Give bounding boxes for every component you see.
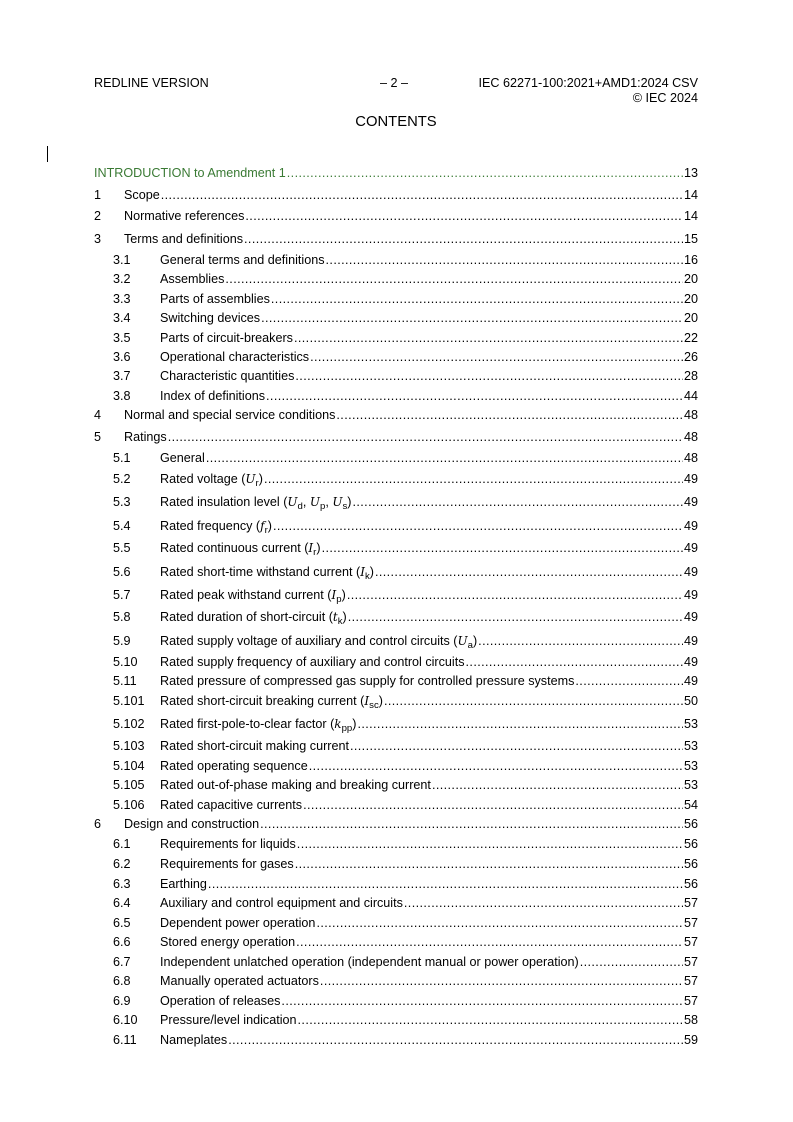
toc-entry-title-text: Parts of assemblies — [160, 291, 270, 306]
dot-leader — [326, 253, 683, 268]
toc-entry-title-tail: ) — [472, 633, 478, 648]
toc-entry-title-text: Parts of circuit-breakers — [160, 330, 293, 345]
symbol-variable: I — [364, 694, 370, 708]
toc-entry-page[interactable]: 49 — [683, 495, 698, 509]
toc-entry[interactable] — [94, 694, 698, 709]
dot-leader — [336, 408, 683, 423]
toc-entry-title-tail: ) — [352, 716, 357, 731]
toc-entry[interactable] — [94, 717, 698, 732]
page-header — [94, 76, 698, 110]
toc-entry-title-tail: ) — [341, 587, 346, 602]
document-id — [479, 76, 699, 105]
toc-entry-number: 5.104 — [113, 758, 145, 773]
toc-entry-page[interactable]: 53 — [683, 758, 698, 773]
toc-entry-number: 6.6 — [113, 935, 131, 949]
toc-entry-title-text: Rated short-circuit breaking current ( — [160, 694, 365, 708]
toc-entry[interactable] — [94, 311, 698, 326]
toc-entry[interactable] — [94, 877, 698, 892]
toc-entry-title-text: Characteristic quantities — [160, 369, 295, 383]
toc-entry[interactable] — [94, 209, 698, 224]
symbol-subscript: r — [255, 477, 259, 489]
toc-entry-number: 5.102 — [113, 716, 145, 731]
toc-entry-page[interactable]: 53 — [683, 716, 698, 731]
toc-entry-number: 5.9 — [113, 633, 131, 648]
toc-entry[interactable] — [94, 634, 698, 649]
toc-entry[interactable] — [94, 610, 698, 625]
toc-entry-title-text: Operational characteristics — [160, 349, 310, 364]
dot-leader — [298, 1013, 683, 1028]
toc-entry-page[interactable]: 49 — [683, 633, 698, 648]
symbol-variable: t — [332, 610, 338, 624]
toc-entry-title-text: Rated duration of short-circuit ( — [160, 610, 333, 624]
page-number: – 2 – — [380, 76, 409, 90]
toc-entry-page[interactable]: 49 — [683, 587, 698, 602]
symbol-subscript: k — [337, 616, 343, 627]
standard-reference: IEC 62271-100:2021+AMD1:2024 CSV — [478, 76, 698, 90]
toc-entry[interactable] — [94, 188, 698, 203]
toc-entry-page[interactable]: 22 — [683, 330, 698, 345]
toc-entry-title-text: Rated voltage ( — [160, 471, 246, 486]
toc-entry-title-text: Ratings — [124, 429, 167, 444]
toc-entry-title-text: General — [160, 451, 205, 465]
toc-entry-number: 5.106 — [113, 797, 145, 812]
toc-entry-page[interactable]: 49 — [683, 541, 698, 555]
toc-entry-title-text: Normative references — [124, 209, 245, 223]
toc-entry-title[interactable]: Rated insulation level ($U_d$, $U_p$, $U_s$) — [160, 495, 352, 512]
toc-entry-title-tail: ) — [267, 518, 272, 533]
toc-entry-number: 5.2 — [113, 471, 131, 486]
dot-leader — [320, 974, 683, 989]
toc-entry-title[interactable] — [160, 837, 296, 852]
toc-entry[interactable] — [94, 369, 698, 384]
toc-entry-title[interactable] — [160, 350, 309, 365]
dot-leader — [294, 331, 683, 346]
symbol-variable: I — [360, 564, 365, 579]
toc-entry-number: 5.105 — [113, 778, 145, 792]
toc-entry-title-text: Rated capacitive currents — [160, 797, 303, 812]
toc-entry-title-tail: ) — [258, 471, 263, 486]
toc-entry-number: 5.10 — [113, 654, 138, 669]
toc-entry-number: 5.1 — [113, 451, 131, 465]
dot-leader — [575, 674, 683, 689]
toc-entry-title-text: Nameplates — [160, 1032, 228, 1047]
dot-leader — [260, 817, 683, 832]
toc-entry-number: 6.7 — [113, 954, 131, 969]
toc-entry-number: 6.5 — [113, 915, 131, 930]
toc-entry[interactable] — [94, 1033, 698, 1048]
toc-entry-page[interactable]: 49 — [683, 471, 698, 486]
toc-entry-title-text: Earthing — [160, 876, 207, 891]
toc-entry[interactable] — [94, 472, 698, 487]
toc-entry-page[interactable]: 49 — [683, 610, 698, 624]
toc-entry-title[interactable] — [160, 877, 207, 892]
toc-entry-title[interactable] — [160, 451, 205, 466]
toc-entry-number: 5 — [94, 429, 102, 444]
toc-entry-title-text: Independent unlatched operation (independent manual or power operation) — [160, 954, 579, 969]
toc-entry-page[interactable]: 14 — [683, 187, 698, 202]
dot-leader — [287, 166, 683, 181]
toc-entry-title-text: Index of definitions — [160, 388, 266, 403]
toc-entry-page[interactable]: 48 — [683, 451, 698, 465]
toc-entry[interactable] — [94, 565, 698, 580]
toc-entry-title[interactable] — [160, 272, 224, 287]
toc-entry-title-text: Terms and definitions — [124, 231, 244, 246]
toc-entry-title-text: Rated pressure of compressed gas supply for controlled pressure systems — [160, 674, 575, 688]
dot-leader — [296, 935, 683, 950]
toc-entry-title[interactable] — [124, 188, 160, 203]
toc-entry-page[interactable]: 58 — [683, 1013, 698, 1027]
toc-entry-number: 6.9 — [113, 993, 131, 1008]
toc-entry-title-text: Pressure/level indication — [160, 1013, 297, 1027]
toc-entry[interactable] — [94, 1013, 698, 1028]
revision-change-bar — [47, 146, 48, 162]
toc-entry-page[interactable]: 57 — [683, 974, 698, 988]
toc-entry-number: 5.103 — [113, 739, 145, 753]
dot-leader — [357, 717, 683, 732]
toc-entry-title-text: Rated out-of-phase making and breaking current — [160, 778, 431, 792]
toc-entry-title-text: Scope — [124, 187, 160, 202]
toc-entry-title[interactable] — [160, 634, 477, 649]
toc-entry-page[interactable]: 57 — [683, 935, 698, 949]
toc-entry[interactable] — [94, 350, 698, 365]
toc-entry-title[interactable] — [160, 519, 272, 534]
toc-entry-page[interactable]: 50 — [683, 694, 698, 708]
toc-entry-title[interactable] — [94, 166, 286, 181]
toc-entry[interactable] — [94, 837, 698, 852]
toc-entry-title-text: Rated peak withstand current ( — [160, 587, 332, 602]
toc-entry-title[interactable] — [160, 778, 431, 793]
toc-entry-title[interactable] — [160, 896, 403, 911]
toc-entry-number: 6.10 — [113, 1013, 138, 1027]
dot-leader — [309, 759, 683, 774]
toc-entry-title-text: Rated frequency ( — [160, 518, 261, 533]
toc-entry[interactable] — [94, 674, 698, 689]
toc-entry-title[interactable] — [124, 232, 243, 247]
toc-entry-title[interactable] — [124, 209, 244, 224]
toc-entry-number: 5.4 — [113, 518, 131, 533]
toc-entry-page[interactable]: 28 — [683, 369, 698, 383]
toc-entry-page[interactable]: 49 — [683, 654, 698, 669]
toc-entry-number: 5.101 — [113, 694, 145, 708]
toc-entry-page[interactable]: 56 — [683, 876, 698, 891]
symbol-variable: U — [287, 495, 298, 509]
toc-entry-title[interactable] — [160, 1033, 227, 1048]
dot-leader — [281, 994, 683, 1009]
toc-entry[interactable] — [94, 935, 698, 950]
symbol-variable: f — [260, 518, 265, 533]
toc-entry-page[interactable]: 15 — [683, 231, 698, 246]
toc-entry-number: 6.11 — [113, 1032, 137, 1047]
dot-leader — [432, 778, 683, 793]
toc-entry-title-tail: ) — [342, 610, 347, 624]
dot-leader — [352, 495, 683, 510]
dot-leader — [322, 541, 683, 556]
dot-leader — [273, 519, 683, 534]
toc-entry[interactable] — [94, 778, 698, 793]
toc-entry-page[interactable]: 44 — [683, 388, 698, 403]
symbol-variable: k — [334, 716, 342, 731]
toc-entry-title[interactable] — [124, 408, 335, 423]
toc-entry-title-text: Requirements for liquids — [160, 837, 296, 851]
toc-entry-page[interactable]: 14 — [683, 209, 698, 223]
dot-leader — [297, 837, 683, 852]
toc-entry-title[interactable] — [160, 974, 319, 989]
dot-leader — [375, 565, 683, 580]
dot-leader — [271, 292, 683, 307]
toc-entry[interactable] — [94, 253, 698, 268]
toc-entry-title-text: Design and construction — [124, 817, 260, 831]
toc-entry-page[interactable]: 56 — [683, 837, 698, 851]
dot-leader — [310, 350, 683, 365]
toc-entry-number: 6.2 — [113, 857, 131, 871]
toc-entry-title-tail: ) — [316, 541, 321, 555]
toc-entry-title-text: Rated supply voltage of auxiliary and control circuits ( — [160, 633, 458, 648]
toc-entry-title[interactable] — [124, 430, 167, 445]
toc-entry-number: 3.3 — [113, 291, 131, 306]
toc-entry-number: 3.1 — [113, 252, 131, 267]
toc-entry-page[interactable]: 13 — [683, 165, 698, 180]
document-version-label: REDLINE VERSION — [94, 76, 209, 90]
toc-entry-title[interactable] — [160, 472, 263, 487]
toc-entry-title[interactable] — [160, 955, 579, 970]
toc-entry[interactable] — [94, 759, 698, 774]
toc-entry-number: 5.11 — [113, 674, 137, 688]
toc-entry-title-text: Rated supply frequency of auxiliary and control circuits — [160, 654, 465, 669]
toc-entry-page[interactable]: 57 — [683, 993, 698, 1008]
toc-entry-title-text: INTRODUCTION to Amendment 1 — [94, 165, 286, 180]
toc-entry[interactable] — [94, 519, 698, 534]
toc-entry-page[interactable]: 20 — [683, 272, 698, 286]
dot-leader — [266, 389, 683, 404]
toc-entry-title[interactable] — [160, 916, 315, 931]
toc-entry[interactable] — [94, 272, 698, 287]
toc-entry-title-text: Rated first-pole-to-clear factor ( — [160, 716, 335, 731]
dot-leader — [347, 588, 683, 603]
toc-entry-number: 6.4 — [113, 896, 131, 910]
dot-leader — [225, 272, 683, 287]
toc-entry-title[interactable] — [160, 389, 265, 404]
symbol-variable: U — [309, 495, 321, 509]
dot-leader — [295, 369, 683, 384]
toc-entry-page[interactable]: 16 — [683, 252, 698, 267]
toc-entry[interactable] — [94, 541, 698, 556]
toc-entry-title[interactable] — [160, 674, 574, 689]
toc-entry-number: 6.1 — [113, 837, 131, 851]
toc-entry-page[interactable]: 48 — [683, 408, 698, 422]
toc-entry[interactable] — [94, 408, 698, 423]
toc-entry-number: 5.6 — [113, 564, 131, 579]
toc-entry[interactable] — [94, 588, 698, 603]
dot-leader — [161, 188, 683, 203]
symbol-variable: U — [457, 633, 468, 648]
dot-leader — [245, 209, 683, 224]
symbol-subscript: p — [336, 593, 342, 605]
dot-leader — [478, 634, 683, 649]
symbol-subscript: k — [364, 570, 370, 582]
toc-entry-title[interactable] — [160, 541, 321, 556]
toc-entry-page[interactable]: 59 — [683, 1032, 698, 1047]
toc-entry-page[interactable]: 56 — [683, 817, 698, 831]
toc-entry-title-text: Normal and special service conditions — [124, 408, 336, 422]
toc-entry-title[interactable] — [160, 292, 270, 307]
toc-entry-number: 4 — [94, 408, 102, 422]
dot-leader — [264, 472, 683, 487]
toc-entry-title[interactable] — [160, 857, 294, 872]
symbol-subscript: r — [264, 524, 268, 536]
toc-entry-number: 3.8 — [113, 388, 131, 403]
toc-entry-page[interactable]: 49 — [683, 674, 698, 688]
toc-entry-title-text: Auxiliary and control equipment and circuits — [160, 896, 403, 910]
toc-entry-title[interactable] — [124, 817, 259, 832]
toc-entry[interactable] — [94, 166, 698, 181]
toc-entry-title-tail: ) — [378, 694, 383, 708]
toc-entry-page[interactable]: 48 — [683, 429, 698, 444]
dot-leader — [404, 896, 683, 911]
dot-leader — [228, 1033, 683, 1048]
dot-leader — [168, 430, 683, 445]
toc-entry-page[interactable]: 49 — [683, 518, 698, 533]
toc-entry-title[interactable] — [160, 759, 308, 774]
toc-entry-title-text: Rated continuous current ( — [160, 541, 309, 555]
toc-entry-title[interactable] — [160, 655, 465, 670]
page-title: CONTENTS — [355, 114, 437, 130]
toc-entry[interactable] — [94, 451, 698, 466]
toc-entry-title[interactable] — [160, 610, 347, 625]
toc-entry-page[interactable]: 57 — [683, 954, 698, 969]
dot-leader — [384, 694, 683, 709]
toc-entry-title-tail: ) — [369, 564, 374, 579]
dot-leader — [244, 232, 683, 247]
toc-entry-number: 3 — [94, 231, 102, 246]
dot-leader — [580, 955, 683, 970]
toc-entry-number: 3.7 — [113, 369, 131, 383]
symbol-variable: U — [332, 495, 343, 509]
dot-leader — [261, 311, 683, 326]
toc-entry-title[interactable] — [160, 331, 293, 346]
toc-entry-title-text: Assemblies — [160, 272, 225, 286]
toc-entry-title[interactable] — [160, 1013, 297, 1028]
toc-entry-number: 5.8 — [113, 610, 131, 624]
dot-leader — [208, 877, 683, 892]
toc-entry[interactable] — [94, 430, 698, 445]
toc-entry-title[interactable] — [160, 694, 383, 709]
toc-entry-title[interactable] — [160, 565, 374, 580]
toc-entry-number: 5.5 — [113, 541, 131, 555]
toc-entry-title-text: Rated short-time withstand current ( — [160, 564, 361, 579]
toc-entry-number: 6.8 — [113, 974, 131, 988]
toc-entry-number: 5.3 — [113, 495, 131, 509]
toc-entry[interactable] — [94, 232, 698, 247]
toc-entry-number: 2 — [94, 209, 102, 223]
toc-entry[interactable] — [94, 994, 698, 1009]
symbol-variable: U — [245, 471, 256, 486]
toc-entry[interactable] — [94, 857, 698, 872]
symbol-variable: I — [308, 541, 314, 555]
dot-leader — [350, 739, 683, 754]
toc-entry-title-text: Rated insulation level ( — [160, 495, 288, 509]
toc-entry[interactable] — [94, 495, 698, 510]
toc-entry-number: 3.6 — [113, 349, 131, 364]
dot-leader — [303, 798, 683, 813]
toc-entry[interactable] — [94, 655, 698, 670]
symbol-subscript: d — [297, 501, 303, 512]
dot-leader — [466, 655, 683, 670]
toc-entry-number: 6.3 — [113, 876, 131, 891]
copyright-notice: © IEC 2024 — [632, 90, 698, 105]
toc-entry-title[interactable] — [160, 588, 346, 603]
toc-entry-number: 3.2 — [113, 272, 131, 286]
toc-entry-title-text: Manually operated actuators — [160, 974, 319, 988]
toc-entry-page[interactable]: 56 — [683, 857, 698, 871]
toc-entry-title-text: Stored energy operation — [160, 935, 296, 949]
toc-entry-page[interactable]: 20 — [683, 291, 698, 306]
toc-entry-title-text: Rated operating sequence — [160, 758, 308, 773]
toc-entry[interactable] — [94, 916, 698, 931]
dot-leader — [348, 610, 683, 625]
toc-entry-page[interactable]: 53 — [683, 778, 698, 792]
toc-entry-title-text: Switching devices — [160, 311, 261, 325]
toc-entry-title[interactable] — [160, 717, 356, 732]
symbol-subscript: s — [342, 501, 348, 512]
symbol-subscript: pp — [341, 722, 353, 734]
toc-entry-title-text: Dependent power operation — [160, 915, 316, 930]
toc-entry-title[interactable] — [160, 994, 280, 1009]
toc-entry[interactable] — [94, 955, 698, 970]
toc-entry-title-text: General terms and definitions — [160, 252, 325, 267]
symbol-subscript: a — [467, 639, 473, 651]
toc-entry-page[interactable]: 53 — [683, 739, 698, 753]
dot-leader — [295, 857, 683, 872]
toc-entry-title[interactable] — [160, 369, 294, 384]
toc-entry[interactable] — [94, 739, 698, 754]
toc-entry-page[interactable]: 54 — [683, 797, 698, 812]
dot-leader — [316, 916, 683, 931]
toc-entry-title-text: Operation of releases — [160, 993, 281, 1008]
toc-entry-page[interactable]: 26 — [683, 349, 698, 364]
toc-entry-page[interactable]: 57 — [683, 915, 698, 930]
toc-entry-number: 3.4 — [113, 311, 131, 325]
toc-entry-title-tail: ) — [347, 495, 352, 509]
toc-entry-title[interactable] — [160, 739, 349, 754]
symbol-subscript: sc — [369, 700, 379, 711]
symbol-subscript: p — [320, 501, 326, 512]
toc-entry-title[interactable] — [160, 253, 325, 268]
toc-entry-title-text: Rated short-circuit making current — [160, 739, 349, 753]
symbol-variable: I — [331, 587, 337, 602]
symbol-subscript: r — [313, 547, 317, 558]
toc-entry[interactable] — [94, 798, 698, 813]
toc-entry-page[interactable]: 49 — [683, 564, 698, 579]
toc-entry-page[interactable]: 20 — [683, 311, 698, 325]
toc-entry-title[interactable] — [160, 798, 302, 813]
toc-entry-number: 5.7 — [113, 587, 131, 602]
dot-leader — [206, 451, 683, 466]
toc-entry-title[interactable] — [160, 311, 260, 326]
toc-entry[interactable] — [94, 292, 698, 307]
toc-entry-title-text: Requirements for gases — [160, 857, 294, 871]
toc-entry[interactable] — [94, 389, 698, 404]
toc-entry-page[interactable]: 57 — [683, 896, 698, 910]
toc-entry[interactable] — [94, 896, 698, 911]
toc-entry[interactable] — [94, 817, 698, 832]
toc-entry-title[interactable] — [160, 935, 295, 950]
toc-entry[interactable] — [94, 974, 698, 989]
toc-entry-number: 6 — [94, 817, 102, 831]
toc-entry-number: 3.5 — [113, 330, 131, 345]
toc-entry-number: 1 — [94, 187, 102, 202]
toc-entry[interactable] — [94, 331, 698, 346]
